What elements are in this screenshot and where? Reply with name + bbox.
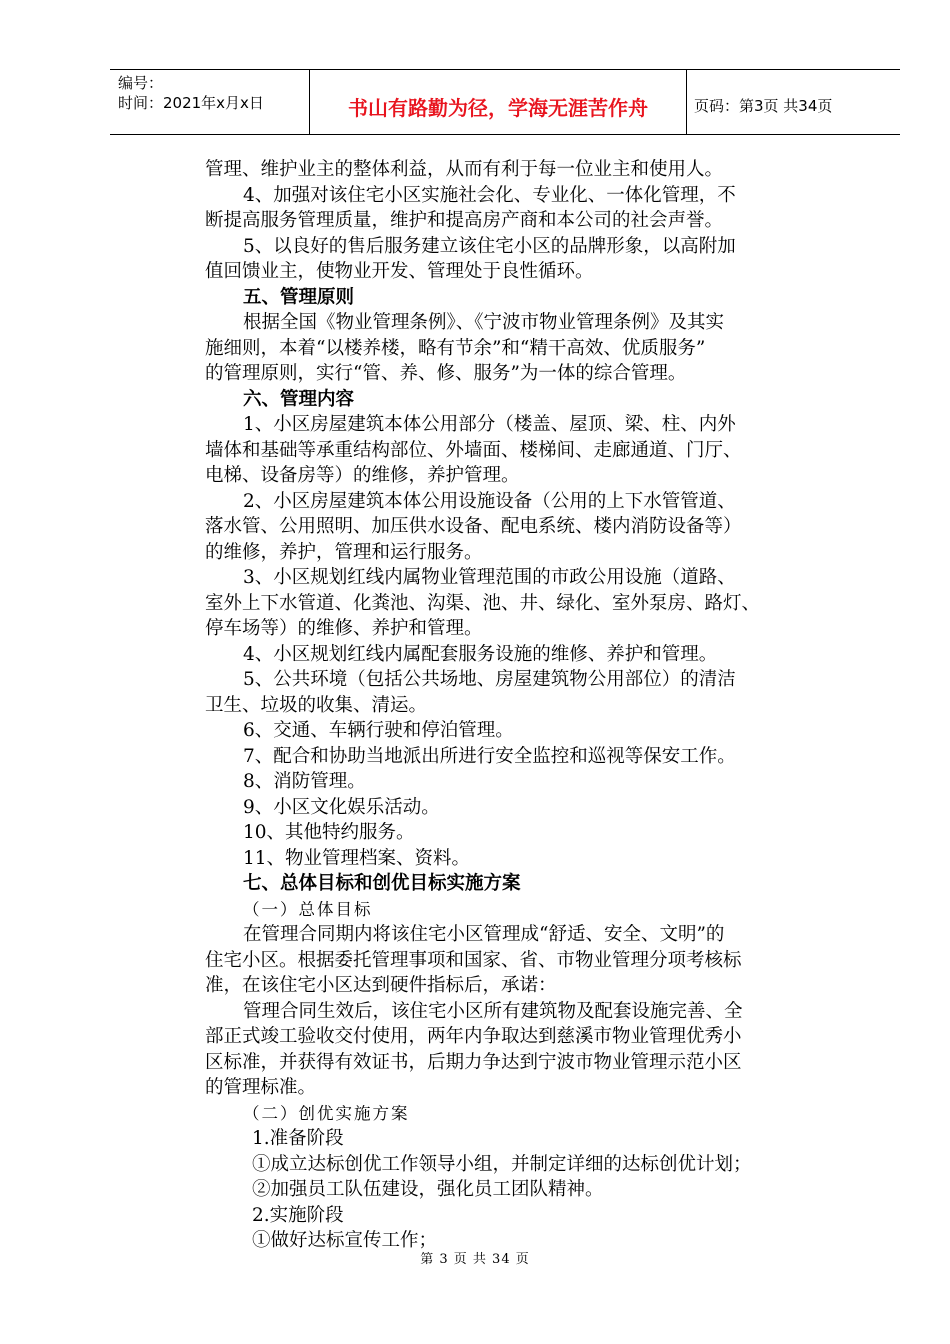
body-line: ①做好达标宣传工作；	[252, 1230, 438, 1251]
subsection-heading: （一）总体目标	[243, 900, 373, 919]
body-line: 2、小区房屋建筑本体公用设施设备（公用的上下水管管道、	[243, 491, 736, 512]
body-line: 住宅小区。根据委托管理事项和国家、省、市物业管理分项考核标	[205, 950, 742, 971]
body-line: 1、小区房屋建筑本体公用部分（楼盖、屋顶、梁、柱、内外	[243, 414, 736, 435]
body-line: 根据全国《物业管理条例》、《宁波市物业管理条例》及其实	[243, 312, 725, 333]
body-line: 的管理标准。	[205, 1077, 317, 1098]
section-heading: 五、管理原则	[243, 287, 355, 308]
body-line: 5、公共环境（包括公共场地、房屋建筑物公用部位）的清洁	[243, 669, 736, 690]
body-line: 10、其他特约服务。	[243, 822, 415, 843]
body-line: 在管理合同期内将该住宅小区管理成“舒适、安全、文明”的	[243, 924, 725, 945]
body-line: 落水管、公用照明、加压供水设备、配电系统、楼内消防设备等）	[205, 516, 742, 537]
page-info: 页码：第3页 共34页	[694, 97, 833, 115]
body-line: 6、交通、车辆行驶和停泊管理。	[243, 720, 514, 741]
header-divider-right	[686, 70, 687, 134]
body-line: 2.实施阶段	[252, 1205, 344, 1226]
body-line: 9、小区文化娱乐活动。	[243, 797, 440, 818]
body-line: 管理合同生效后，该住宅小区所有建筑物及配套设施完善、全	[243, 1001, 743, 1022]
body-line: 1.准备阶段	[252, 1128, 344, 1149]
body-line: 停车场等）的维修、养护和管理。	[205, 618, 483, 639]
page-footer: 第 3 页 共 34 页	[420, 1252, 530, 1267]
body-line: 4、加强对该住宅小区实施社会化、专业化、一体化管理，不	[243, 185, 736, 206]
body-line: ②加强员工队伍建设，强化员工团队精神。	[252, 1179, 604, 1200]
header-motto: 书山有路勤为径，学海无涯苦作舟	[348, 96, 648, 120]
body-line: 7、配合和协助当地派出所进行安全监控和巡视等保安工作。	[243, 746, 736, 767]
section-heading: 六、管理内容	[243, 389, 355, 410]
body-line: 的管理原则，实行“管、养、修、服务”为一体的综合管理。	[205, 363, 687, 384]
body-line: 的维修，养护，管理和运行服务。	[205, 542, 483, 563]
body-line: 准，在该住宅小区达到硬件指标后，承诺：	[205, 975, 557, 996]
body-line: 5、以良好的售后服务建立该住宅小区的品牌形象，以高附加	[243, 236, 736, 257]
body-line: 部正式竣工验收交付使用，两年内争取达到慈溪市物业管理优秀小	[205, 1026, 742, 1047]
section-heading: 七、总体目标和创优目标实施方案	[243, 873, 521, 894]
time-label: 时间：2021年x月x日	[118, 94, 264, 112]
body-line: 值回馈业主，使物业开发、管理处于良性循环。	[205, 261, 594, 282]
body-line: 8、消防管理。	[243, 771, 366, 792]
body-line: 区标准，并获得有效证书，后期力争达到宁波市物业管理示范小区	[205, 1052, 742, 1073]
body-line: 4、小区规划红线内属配套服务设施的维修、养护和管理。	[243, 644, 718, 665]
body-line: 管理、维护业主的整体利益，从而有利于每一位业主和使用人。	[205, 159, 724, 180]
header-top-rule	[110, 69, 900, 70]
body-line: 断提高服务管理质量，维护和提高房产商和本公司的社会声誉。	[205, 210, 724, 231]
body-line: ①成立达标创优工作领导小组，并制定详细的达标创优计划；	[252, 1154, 752, 1175]
subsection-heading: （二）创优实施方案	[243, 1104, 410, 1123]
serial-label: 编号：	[118, 74, 164, 92]
body-line: 墙体和基础等承重结构部位、外墙面、楼梯间、走廊通道、门厅、	[205, 440, 742, 461]
header-divider-left	[309, 70, 310, 134]
body-line: 卫生、垃圾的收集、清运。	[205, 695, 428, 716]
body-line: 施细则，本着“以楼养楼，略有节余”和“精干高效、优质服务”	[205, 338, 706, 359]
body-line: 电梯、设备房等）的维修，养护管理。	[205, 465, 520, 486]
body-line: 室外上下水管道、化粪池、沟渠、池、井、绿化、室外泵房、路灯、	[205, 593, 761, 614]
header-bottom-rule	[110, 134, 900, 135]
body-line: 3、小区规划红线内属物业管理范围的市政公用设施（道路、	[243, 567, 736, 588]
body-line: 11、物业管理档案、资料。	[243, 848, 471, 869]
